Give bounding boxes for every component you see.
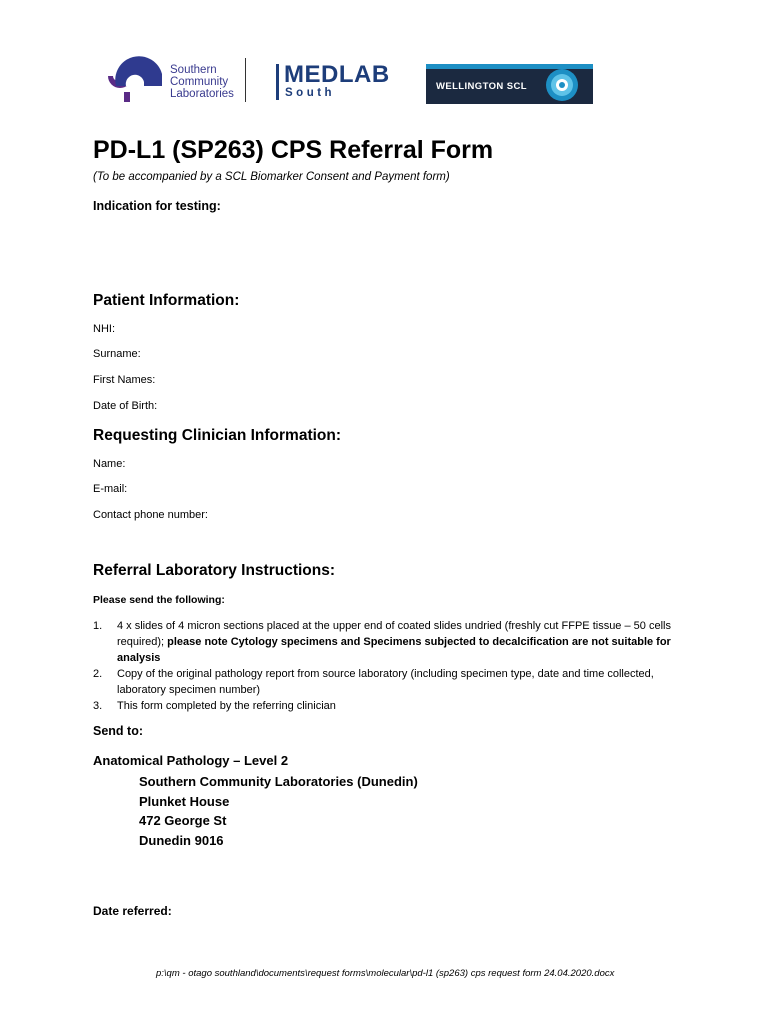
wellington-scl-logo (426, 64, 593, 104)
field-date-of-birth: Date of Birth: (93, 400, 158, 412)
address-line: 472 George St (139, 813, 227, 828)
scl-logo-line3: Laboratories (170, 88, 234, 100)
instructions-intro: Please send the following: (93, 594, 225, 606)
patient-info-heading: Patient Information: (93, 292, 240, 309)
wscl-emblem-icon (534, 67, 590, 103)
scl-logo (104, 56, 244, 106)
step-text: 4 x slides of 4 micron sections placed at the upper end of coated slides undried (freshly cut FFPE tissue – 50 cells required); (117, 620, 671, 648)
instruction-step (93, 666, 683, 698)
wscl-name: WELLINGTON SCL (436, 81, 527, 92)
medlab-name: MEDLAB (284, 61, 390, 88)
footer-file-path: p:\qm - otago southland\documents\request forms\molecular\pd-l1 (sp263) cps request form 24.04.2020.docx (156, 968, 615, 979)
scl-emblem-icon (104, 56, 168, 106)
date-referred-label: Date referred: (93, 904, 172, 918)
address-line: Dunedin 9016 (139, 832, 224, 848)
field-surname: Surname: (93, 348, 141, 360)
form-subtitle: (To be accompanied by a SCL Biomarker Consent and Payment form) (93, 171, 450, 183)
medlab-bar (276, 64, 279, 100)
scl-logo-line1: Southern (170, 64, 217, 76)
form-title: PD-L1 (SP263) CPS Referral Form (93, 136, 494, 164)
instruction-steps (93, 618, 683, 714)
logo-divider (245, 58, 246, 102)
step-number: 2. (93, 668, 103, 680)
address-department: Anatomical Pathology – Level 2 (93, 753, 289, 768)
step-bold-note: please note Cytology specimens and Specimens subjected to decalcification are not suitable for analysis (117, 636, 671, 664)
instruction-step (93, 618, 683, 666)
field-clinician-name: Name: (93, 458, 126, 470)
medlab-sub: South (285, 87, 336, 99)
step-text: This form completed by the referring clinician (117, 700, 336, 712)
step-number: 1. (93, 620, 103, 632)
instructions-heading: Referral Laboratory Instructions: (93, 562, 336, 579)
field-first-names: First Names: (93, 374, 156, 386)
address-line: Plunket House (139, 793, 230, 809)
indication-heading: Indication for testing: (93, 199, 221, 213)
scl-logo-line2: Community (170, 76, 229, 88)
address-block (139, 772, 418, 850)
clinician-info-heading: Requesting Clinician Information: (93, 427, 342, 444)
field-contact-phone: Contact phone number: (93, 509, 208, 521)
step-text: Copy of the original pathology report from source laboratory (including specimen type, date and time collected, laboratory specimen number) (117, 668, 654, 696)
instruction-step (93, 698, 683, 714)
field-nhi: NHI: (93, 323, 115, 335)
step-number: 3. (93, 700, 103, 712)
field-email: E-mail: (93, 483, 128, 495)
medlab-logo (276, 61, 406, 104)
send-to-heading: Send to: (93, 724, 143, 738)
address-line: Southern Community Laboratories (Dunedin) (139, 774, 418, 789)
